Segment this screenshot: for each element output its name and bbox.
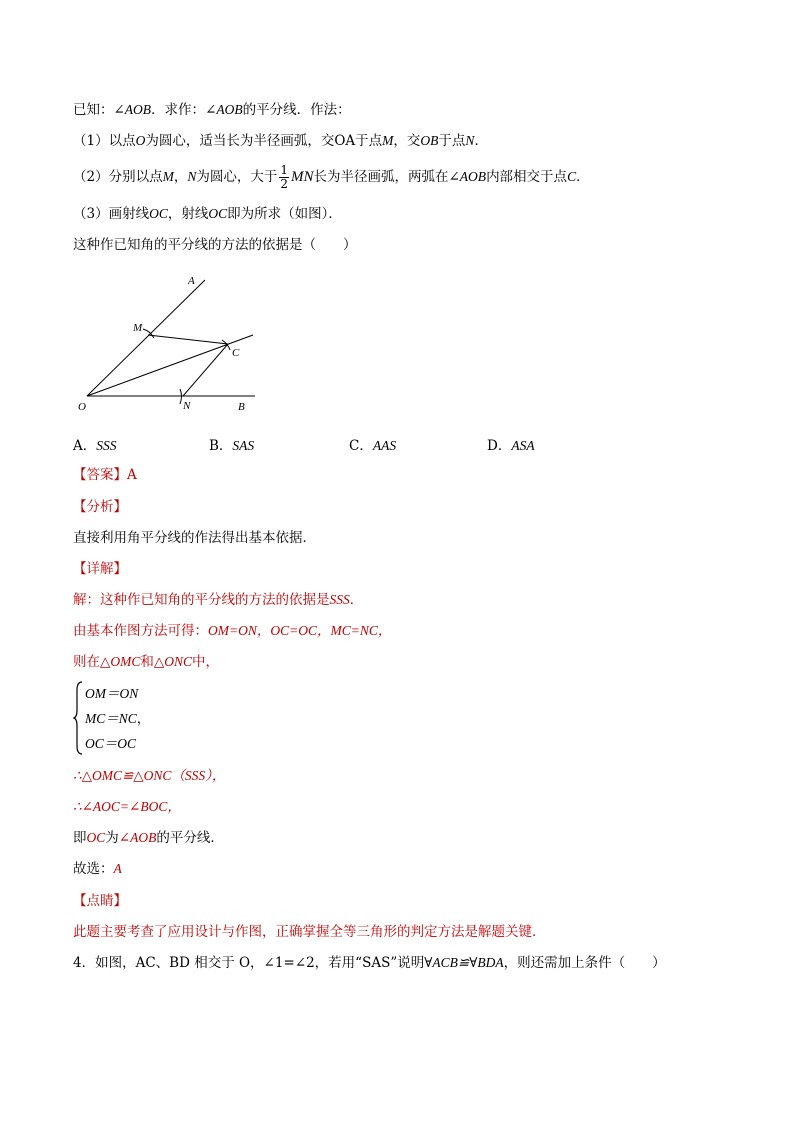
detail-tag: 【详解】 bbox=[73, 561, 127, 577]
conclusion-3-angle: ∠AOB bbox=[118, 830, 157, 845]
problem-4-text-c: ，则还需加上条件（ ） bbox=[503, 955, 666, 971]
conclusion-3-c: 为 bbox=[105, 830, 119, 846]
choose-line bbox=[73, 859, 122, 879]
detail-1-text: 解：这种作已知角的平分线的方法的依据是 bbox=[73, 592, 330, 608]
problem-4-congruence: ∀ACB≌∀BDA bbox=[424, 955, 504, 970]
left-brace-icon bbox=[73, 680, 83, 756]
step3-text-c: 即为所求（如图）． bbox=[227, 206, 342, 222]
detail-line-3 bbox=[73, 652, 219, 672]
fraction-one-half bbox=[279, 164, 289, 191]
step1-point-o: O bbox=[135, 133, 146, 148]
choose-value: A bbox=[113, 861, 122, 876]
congruence-statement: ∴△OMC≌△ONC（SSS）， bbox=[73, 768, 226, 783]
detail-1-end: ． bbox=[349, 592, 364, 608]
detail-2-text: 由基本作图方法可得： bbox=[73, 623, 208, 639]
choice-a-value: SSS bbox=[96, 438, 117, 453]
step2-text-b: 为圆心，大于 bbox=[196, 169, 278, 185]
comment-text: 此题主要考查了应用设计与作图，正确掌握全等三角形的判定方法是解题关键． bbox=[73, 924, 546, 940]
step3-ray-oc-2: OC bbox=[208, 206, 228, 221]
problem-4-text-a: 4．如图，AC、BD 相交于 O，∠1=∠2，若用“SAS”说明 bbox=[73, 955, 425, 971]
step1-text-d: 于点 bbox=[438, 133, 466, 149]
angle-bisector-figure bbox=[70, 268, 270, 418]
choice-d-letter: D． bbox=[487, 438, 512, 454]
step-2 bbox=[73, 162, 590, 192]
step1-point-m: M bbox=[382, 133, 394, 148]
choice-a[interactable] bbox=[73, 434, 117, 454]
step2-text-e: ． bbox=[576, 169, 590, 185]
known-line bbox=[73, 100, 351, 120]
detail-3-text-a: 则在 bbox=[73, 654, 100, 670]
choice-a-letter: A． bbox=[73, 438, 97, 454]
angle-aob-2: ∠AOB bbox=[205, 102, 243, 117]
choice-c[interactable] bbox=[349, 434, 396, 454]
system-row-1: OM＝ON bbox=[85, 686, 139, 701]
step1-text-e: ． bbox=[474, 133, 488, 149]
choice-d-value: ASA bbox=[511, 438, 535, 453]
label-c: C bbox=[232, 347, 240, 359]
step2-point-m: M bbox=[162, 169, 174, 184]
arc-at-m bbox=[143, 329, 154, 338]
step2-text-c: 长为半径画弧，两弧在 bbox=[313, 169, 449, 185]
detail-3-text-c: 和 bbox=[140, 654, 154, 670]
step-3 bbox=[73, 204, 342, 224]
conclusion-3 bbox=[73, 828, 224, 848]
equation-system bbox=[73, 680, 193, 756]
label-n: N bbox=[183, 400, 191, 412]
detail-2-equalities: OM=ON，OC=OC，MC=NC， bbox=[208, 623, 392, 638]
label-a: A bbox=[188, 275, 195, 287]
problem-4 bbox=[73, 953, 666, 973]
answer-value: A bbox=[127, 467, 137, 483]
analysis-tag: 【分析】 bbox=[73, 499, 127, 515]
label-b: B bbox=[238, 401, 245, 413]
step2-point-c: C bbox=[567, 169, 577, 184]
label-o: O bbox=[78, 401, 86, 413]
angle-equality: ∴∠AOC=∠BOC， bbox=[73, 799, 181, 814]
step1-text-b: 为圆心，适当长为半径画弧，交OA于点 bbox=[145, 133, 383, 149]
triangle-onc: △ONC bbox=[153, 654, 193, 669]
step2-text-a: （2）分别以点 bbox=[73, 169, 163, 185]
step2-sep: ， bbox=[173, 169, 188, 185]
fraction-numerator: 1 bbox=[280, 163, 288, 177]
step2-segment-mn: MN bbox=[291, 169, 314, 185]
choose-text: 故选： bbox=[73, 861, 114, 877]
choice-c-value: AAS bbox=[372, 438, 397, 453]
system-row-2-eq: MC＝NC bbox=[85, 711, 137, 726]
choice-d[interactable] bbox=[487, 434, 535, 454]
question-text: 这种作已知角的平分线的方法的依据是（ ） bbox=[73, 237, 357, 253]
conclusion-3-oc: OC bbox=[86, 830, 106, 845]
detail-3-text-e: 中， bbox=[192, 654, 220, 670]
detail-line-1 bbox=[73, 590, 363, 610]
choice-b[interactable] bbox=[209, 434, 254, 454]
answer-line bbox=[73, 465, 137, 485]
choice-c-letter: C． bbox=[349, 438, 373, 454]
analysis-text: 直接利用角平分线的作法得出基本依据． bbox=[73, 530, 316, 546]
comment-tag: 【点睛】 bbox=[73, 893, 127, 909]
triangle-omc: △OMC bbox=[100, 654, 141, 669]
detail-line-2 bbox=[73, 621, 391, 641]
step1-text-c: ，交 bbox=[393, 133, 421, 149]
known-prefix: 已知： bbox=[73, 102, 114, 118]
conclusion-3-e: 的平分线． bbox=[156, 830, 224, 846]
step2-text-d: 内部相交于点 bbox=[486, 169, 568, 185]
step1-point-n: N bbox=[465, 133, 475, 148]
choice-b-value: SAS bbox=[232, 438, 255, 453]
fraction-denominator: 2 bbox=[280, 177, 288, 191]
system-row-3: OC＝OC bbox=[85, 736, 137, 751]
ray-oa bbox=[87, 280, 205, 396]
step1-text-a: （1）以点 bbox=[73, 133, 136, 149]
conclusion-2 bbox=[73, 797, 181, 817]
segment-mc bbox=[148, 335, 228, 344]
conclusion-1 bbox=[73, 766, 225, 786]
conclusion-3-a: 即 bbox=[73, 830, 87, 846]
segment-nc bbox=[183, 344, 228, 396]
detail-1-sss: SSS bbox=[329, 592, 350, 607]
step-1 bbox=[73, 131, 488, 151]
system-row-2 bbox=[85, 707, 150, 727]
step2-angle-aob: ∠AOB bbox=[448, 169, 487, 184]
step3-ray-oc: OC bbox=[149, 206, 168, 221]
step3-text-a: （3）画射线 bbox=[73, 206, 150, 222]
system-row-2-comma: ， bbox=[136, 711, 151, 727]
answer-tag: 【答案】 bbox=[73, 467, 127, 483]
step3-text-b: ，射线 bbox=[167, 206, 209, 222]
known-suffix: 的平分线．作法： bbox=[242, 102, 351, 118]
choice-b-letter: B． bbox=[209, 438, 233, 454]
step1-ray-ob: OB bbox=[420, 133, 439, 148]
angle-aob: ∠AOB bbox=[113, 102, 152, 117]
known-mid: ．求作： bbox=[151, 102, 206, 118]
step2-point-n: N bbox=[187, 169, 197, 184]
label-m: M bbox=[133, 322, 143, 334]
